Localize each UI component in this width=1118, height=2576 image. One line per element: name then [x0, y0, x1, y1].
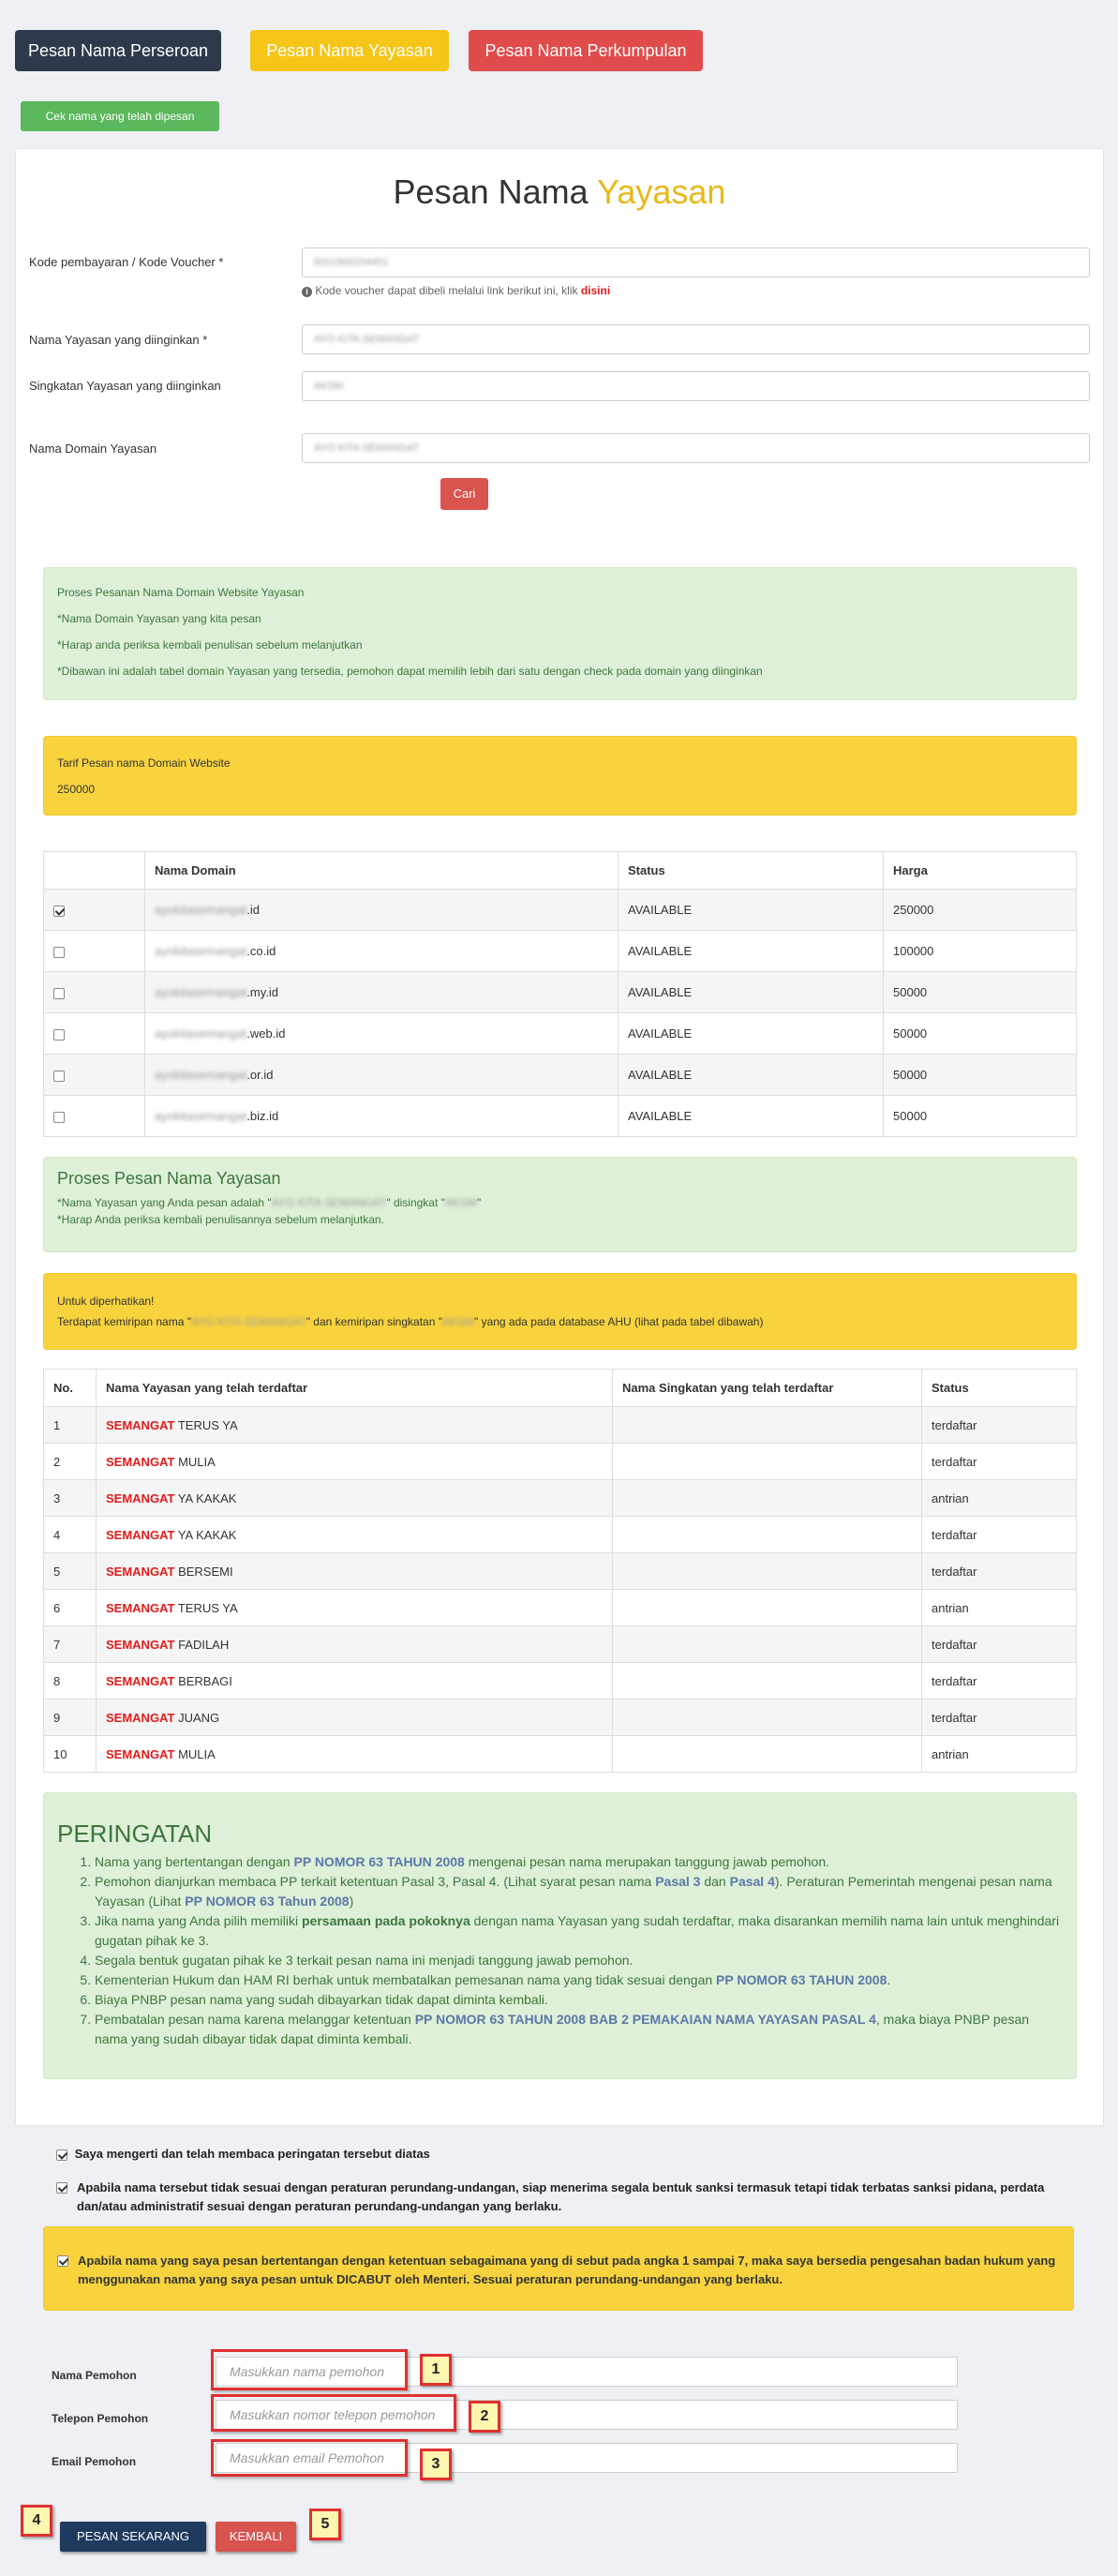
domain-table [43, 851, 1077, 1137]
process-abbr: AKSM [444, 1196, 477, 1209]
warning-text: Nama yang bertentangan dengan [95, 1854, 294, 1869]
title-part1: Pesan Nama [393, 172, 589, 211]
registered-row-no: 5 [44, 1553, 97, 1590]
warning-text: , maka biaya PNBP pesan nama yang sudah dibayar tidak dapat diminta kembali. [95, 2012, 1030, 2046]
domain-row [44, 890, 1077, 931]
warning-item [95, 1872, 1063, 1911]
registered-row-abbr [613, 1517, 922, 1553]
agreement-1 [56, 2147, 1068, 2161]
registered-name-rest: YA KAKAK [177, 1490, 237, 1505]
warning-text: Kementerian Hukum dan HAM RI berhak untuk membatalkan pemesanan nama yang tidak sesuai dengan [95, 1972, 717, 1987]
process-line-1-b: " disingkat " [386, 1196, 445, 1209]
domain-input[interactable] [302, 433, 1090, 463]
th-reg-name: Nama Yayasan yang telah terdaftar [97, 1370, 613, 1407]
applicant-name-label: Nama Pemohon [52, 2369, 137, 2382]
domain-row-price: 250000 [884, 890, 1077, 931]
registered-row-name [97, 1590, 613, 1626]
warning-item [95, 1911, 1063, 1951]
abbr-label: Singkatan Yayasan yang diinginkan [29, 379, 221, 393]
registered-row-abbr [613, 1553, 922, 1590]
process-line-1 [57, 1194, 1063, 1211]
voucher-input[interactable] [302, 247, 1090, 277]
registered-name-highlight: SEMANGAT [106, 1600, 175, 1615]
th-price: Harga [884, 852, 1077, 890]
domain-row-select [44, 972, 145, 1013]
notice-line-b: " dan kemiripan singkatan " [306, 1315, 442, 1328]
domain-row [44, 972, 1077, 1013]
warning-item [95, 1970, 1063, 1990]
notice-line [57, 1311, 1063, 1332]
registered-row-abbr [613, 1663, 922, 1700]
warning-text: Segala bentuk gugatan pihak ke 3 terkait pesan nama ini menjadi tanggung jawab pemohon. [95, 1953, 634, 1968]
registered-row-status: antrian [922, 1590, 1077, 1626]
warning-text: dan [700, 1874, 730, 1889]
applicant-email-input[interactable]: Masukkan email Pemohon [216, 2443, 958, 2473]
registered-name-highlight: SEMANGAT [106, 1746, 175, 1761]
th-reg-abbr: Nama Singkatan yang telah terdaftar [613, 1370, 922, 1407]
registered-row-status: terdaftar [922, 1663, 1077, 1700]
registered-row-name [97, 1736, 613, 1773]
abbr-value: AKSM [314, 381, 344, 392]
registered-name-highlight: SEMANGAT [106, 1527, 175, 1542]
th-select [44, 852, 145, 890]
registered-row [44, 1626, 1077, 1663]
warning-link[interactable]: PP NOMOR 63 Tahun 2008 [185, 1894, 350, 1909]
registered-row-name [97, 1444, 613, 1480]
agreement-1-text: Saya mengerti dan telah membaca peringatan tersebut diatas [74, 2147, 430, 2161]
warning-link[interactable]: Pasal 3 [655, 1874, 701, 1889]
domain-row-select [44, 1096, 145, 1137]
notice-abbr: AKSM [441, 1315, 474, 1328]
registered-name-rest: MULIA [178, 1746, 216, 1761]
info-icon: i [302, 287, 312, 297]
domain-row-status: AVAILABLE [619, 1096, 884, 1137]
agreement-1-checkbox[interactable] [56, 2149, 67, 2161]
applicant-email-highlight [211, 2439, 408, 2477]
registered-row-abbr [613, 1590, 922, 1626]
registered-row-name [97, 1553, 613, 1590]
domain-prefix: ayokitasemangat [155, 1026, 247, 1041]
registered-row-abbr [613, 1626, 922, 1663]
registered-name-highlight: SEMANGAT [106, 1710, 175, 1725]
warning-item [95, 2010, 1063, 2049]
registered-row [44, 1700, 1077, 1736]
domain-row-select [44, 931, 145, 972]
applicant-email-label: Email Pemohon [52, 2455, 137, 2468]
registered-row-abbr [613, 1407, 922, 1444]
registered-row-no: 10 [44, 1736, 97, 1773]
th-no: No. [44, 1370, 97, 1407]
warning-item [95, 1990, 1063, 2010]
domain-info-alert [43, 567, 1077, 700]
registered-name-rest: BERSEMI [178, 1564, 233, 1579]
domain-checkbox[interactable] [53, 988, 65, 999]
domain-info-line-3: *Dibawan ini adalah tabel domain Yayasan yang tersedia, pemohon dapat memilih lebih dari satu dengan check pada domain yang diinginkan [57, 665, 763, 678]
domain-prefix: ayokitasemangat [155, 903, 247, 917]
warning-text: Jika nama yang Anda pilih memiliki [95, 1913, 302, 1928]
warning-text: mengenai pesan nama merupakan tanggung jawab pemohon. [464, 1854, 829, 1869]
warning-text: Biaya PNBP pesan nama yang sudah dibayarkan tidak dapat diminta kembali. [95, 1992, 548, 2007]
domain-row-name [145, 931, 619, 972]
registered-row [44, 1407, 1077, 1444]
registered-name-highlight: SEMANGAT [106, 1417, 175, 1432]
registered-row-status: terdaftar [922, 1517, 1077, 1553]
check-reserved-button[interactable]: Cek nama yang telah dipesan [21, 101, 219, 131]
registered-row-status: terdaftar [922, 1444, 1077, 1480]
warning-link[interactable]: PP NOMOR 63 TAHUN 2008 [293, 1854, 465, 1869]
domain-checkbox[interactable] [53, 1071, 65, 1082]
domain-row-price: 100000 [884, 931, 1077, 972]
name-input[interactable] [302, 324, 1090, 354]
domain-prefix: ayokitasemangat [155, 985, 247, 999]
voucher-value: 8201900204451 [314, 257, 389, 268]
domain-suffix: .co.id [246, 944, 276, 958]
process-name: AYO KITA SEMANGAT [271, 1196, 387, 1209]
abbr-input[interactable] [302, 371, 1090, 401]
agreement-3-checkbox[interactable] [57, 2255, 68, 2267]
registered-row-abbr [613, 1480, 922, 1517]
registered-row [44, 1663, 1077, 1700]
process-line-1-c: " [476, 1196, 482, 1209]
domain-row-name [145, 1096, 619, 1137]
applicant-phone-input[interactable]: Masukkan nomor telepon pemohon [216, 2400, 958, 2430]
registered-row-name [97, 1407, 613, 1444]
registered-name-rest: BERBAGI [178, 1673, 232, 1688]
annotation-badge-5: 5 [309, 2509, 341, 2540]
domain-value: AYO KITA SEMANGAT [314, 442, 420, 454]
warning-text: ) [349, 1894, 354, 1909]
domain-row-status: AVAILABLE [619, 1013, 884, 1055]
warning-text: . [887, 1972, 891, 1987]
registered-row-status: antrian [922, 1736, 1077, 1773]
tab-perkumpulan[interactable]: Pesan Nama Perkumpulan [469, 30, 703, 71]
domain-info-line-2: *Harap anda periksa kembali penulisan sebelum melanjutkan [57, 638, 363, 651]
th-reg-status: Status [922, 1370, 1077, 1407]
warning-link[interactable]: PP NOMOR 63 TAHUN 2008 [716, 1972, 887, 1987]
back-button[interactable]: KEMBALI [216, 2522, 296, 2552]
domain-checkbox[interactable] [53, 947, 65, 958]
domain-row-status: AVAILABLE [619, 890, 884, 931]
domain-row-select [44, 890, 145, 931]
registered-row-name [97, 1517, 613, 1553]
registered-row [44, 1553, 1077, 1590]
th-domain: Nama Domain [145, 852, 619, 890]
registered-row-abbr [613, 1736, 922, 1773]
voucher-help [302, 284, 610, 297]
domain-row [44, 1013, 1077, 1055]
registered-row-no: 8 [44, 1663, 97, 1700]
tariff-alert [43, 736, 1077, 816]
registered-row-name [97, 1700, 613, 1736]
registered-row-no: 9 [44, 1700, 97, 1736]
warning-link[interactable]: PP NOMOR 63 TAHUN 2008 BAB 2 PEMAKAIAN NAMA YAYASAN PASAL 4 [414, 2012, 876, 2027]
domain-suffix: .my.id [246, 985, 278, 999]
registered-name-highlight: SEMANGAT [106, 1564, 175, 1579]
domain-suffix: .or.id [246, 1068, 274, 1082]
warning-emphasis: persamaan pada pokoknya [302, 1913, 470, 1928]
domain-row-name [145, 972, 619, 1013]
notice-alert [43, 1273, 1077, 1350]
registered-row [44, 1444, 1077, 1480]
registered-name-rest: FADILAH [178, 1637, 230, 1652]
domain-row [44, 931, 1077, 972]
registered-row-no: 2 [44, 1444, 97, 1480]
domain-suffix: .biz.id [246, 1109, 279, 1123]
warning-list [57, 1852, 1063, 2049]
annotation-badge-2: 2 [469, 2401, 500, 2433]
notice-title: Untuk diperhatikan! [57, 1295, 155, 1308]
registered-row-no: 6 [44, 1590, 97, 1626]
registered-row-status: terdaftar [922, 1626, 1077, 1663]
submit-button[interactable]: PESAN SEKARANG [60, 2522, 206, 2552]
registered-row-status: terdaftar [922, 1407, 1077, 1444]
registered-row-name [97, 1663, 613, 1700]
annotation-badge-4: 4 [21, 2505, 52, 2537]
agreement-2 [56, 2179, 1068, 2216]
domain-row-price: 50000 [884, 1013, 1077, 1055]
voucher-help-link[interactable]: disini [580, 284, 611, 297]
registered-row [44, 1590, 1077, 1626]
registered-row-no: 4 [44, 1517, 97, 1553]
domain-row [44, 1096, 1077, 1137]
th-status: Status [619, 852, 884, 890]
domain-prefix: ayokitasemangat [155, 1109, 247, 1123]
domain-row-name [145, 890, 619, 931]
agreement-2-text: Apabila nama tersebut tidak sesuai dengan peraturan perundang-undangan, siap menerima segala bentuk sanksi termasuk tetapi tidak terbatas sanksi pidana, perdata dan/atau administratif sesuai dengan peraturan perundang-undangan yang berlaku. [77, 2180, 1045, 2213]
warning-item [95, 1852, 1063, 1872]
agreement-3-text: Apabila nama yang saya pesan bertentangan dengan ketentuan sebagaimana yang di sebut pada angka 1 sampai 7, maka saya bersedia pengesahan badan hukum yang menggunakan nama yang saya pesan untuk DICABUT oleh Menteri. Sesuai peraturan perundang-undangan yang berlaku. [78, 2254, 1056, 2286]
domain-row-name [145, 1013, 619, 1055]
annotation-badge-1: 1 [420, 2354, 452, 2386]
warning-link[interactable]: Pasal 4 [729, 1874, 775, 1889]
warning-text: dengan nama Yayasan yang sudah terdaftar, maka disarankan memilih nama lain untuk menghindari gugatan pihak ke 3. [95, 1913, 1060, 1948]
registered-name-highlight: SEMANGAT [106, 1490, 175, 1505]
registered-name-rest: TERUS YA [177, 1417, 238, 1432]
voucher-help-text: Kode voucher dapat dibeli melalui link berikut ini, klik [315, 284, 578, 297]
registered-name-highlight: SEMANGAT [106, 1673, 175, 1688]
domain-row-price: 50000 [884, 1055, 1077, 1096]
search-button[interactable]: Cari [440, 478, 488, 510]
registered-row-status: terdaftar [922, 1553, 1077, 1590]
domain-prefix: ayokitasemangat [155, 944, 247, 958]
registered-row-abbr [613, 1700, 922, 1736]
domain-checkbox[interactable] [53, 1029, 65, 1041]
registered-row-status: terdaftar [922, 1700, 1077, 1736]
warning-text: Pemohon dianjurkan membaca PP terkait ketentuan Pasal 3, Pasal 4. (Lihat syarat pesan nama [95, 1874, 656, 1889]
notice-line-c: " yang ada pada database AHU (lihat pada tabel dibawah) [473, 1315, 764, 1328]
registered-name-highlight: SEMANGAT [106, 1454, 175, 1469]
registered-row-status: antrian [922, 1480, 1077, 1517]
process-line-1-a: *Nama Yayasan yang Anda pesan adalah " [57, 1196, 272, 1209]
process-line-2: *Harap Anda periksa kembali penulisannya sebelum melanjutkan. [57, 1213, 384, 1226]
annotation-badge-3: 3 [420, 2449, 452, 2480]
registered-row [44, 1736, 1077, 1773]
applicant-phone-highlight [211, 2394, 456, 2432]
registered-row [44, 1480, 1077, 1517]
name-label: Nama Yayasan yang diinginkan * [29, 333, 208, 347]
registered-table [43, 1369, 1077, 1773]
registered-name-highlight: SEMANGAT [106, 1637, 175, 1652]
domain-row [44, 1055, 1077, 1096]
notice-name: AYO KITA SEMANGAT [191, 1315, 306, 1328]
registered-name-rest: JUANG [178, 1710, 220, 1725]
domain-row-select [44, 1013, 145, 1055]
registered-name-rest: YA KAKAK [177, 1527, 237, 1542]
registered-row-no: 7 [44, 1626, 97, 1663]
page-title [15, 172, 1104, 212]
tariff-value: 250000 [57, 783, 96, 796]
voucher-label: Kode pembayaran / Kode Voucher * [29, 255, 224, 269]
domain-row-status: AVAILABLE [619, 1055, 884, 1096]
agreement-2-checkbox[interactable] [56, 2182, 67, 2194]
process-title: Proses Pesan Nama Yayasan [57, 1169, 281, 1188]
domain-info-title: Proses Pesanan Nama Domain Website Yayasan [57, 586, 305, 599]
registered-row-name [97, 1480, 613, 1517]
registered-row-no: 1 [44, 1407, 97, 1444]
domain-row-price: 50000 [884, 1096, 1077, 1137]
domain-row-status: AVAILABLE [619, 931, 884, 972]
applicant-name-highlight [211, 2349, 408, 2390]
registered-row-name [97, 1626, 613, 1663]
warning-item [95, 1951, 1063, 1970]
applicant-phone-label: Telepon Pemohon [52, 2412, 149, 2425]
name-value: AYO KITA SEMANGAT [314, 334, 420, 345]
domain-label: Nama Domain Yayasan [29, 442, 157, 456]
domain-row-price: 50000 [884, 972, 1077, 1013]
applicant-name-input[interactable]: Masukkan nama pemohon [216, 2357, 958, 2387]
title-part2: Yayasan [597, 172, 726, 211]
notice-line-a: Terdapat kemiripan nama " [57, 1315, 191, 1328]
domain-suffix: .id [246, 903, 261, 917]
warning-text: ). Peraturan Pemerintah mengenai pesan nama Yayasan (Lihat [95, 1874, 1052, 1909]
domain-info-line-1: *Nama Domain Yayasan yang kita pesan [57, 612, 261, 625]
warning-title: PERINGATAN [57, 1820, 213, 1848]
tab-yayasan[interactable]: Pesan Nama Yayasan [250, 30, 449, 71]
domain-suffix: .web.id [246, 1026, 286, 1041]
domain-row-status: AVAILABLE [619, 972, 884, 1013]
domain-checkbox[interactable] [53, 1112, 65, 1123]
registered-row-no: 3 [44, 1480, 97, 1517]
registered-name-rest: TERUS YA [177, 1600, 238, 1615]
registered-row-abbr [613, 1444, 922, 1480]
agreement-3-box [43, 2226, 1074, 2311]
domain-row-name [145, 1055, 619, 1096]
tab-perseroan[interactable]: Pesan Nama Perseroan [15, 30, 221, 71]
domain-prefix: ayokitasemangat [155, 1068, 247, 1082]
tariff-label: Tarif Pesan nama Domain Website [57, 756, 231, 770]
warning-text: Pembatalan pesan nama karena melanggar ketentuan [95, 2012, 415, 2027]
domain-checkbox[interactable] [53, 906, 65, 917]
process-alert [43, 1157, 1077, 1252]
registered-row [44, 1517, 1077, 1553]
registered-name-rest: MULIA [178, 1454, 216, 1469]
warning-alert [43, 1792, 1077, 2079]
domain-row-select [44, 1055, 145, 1096]
